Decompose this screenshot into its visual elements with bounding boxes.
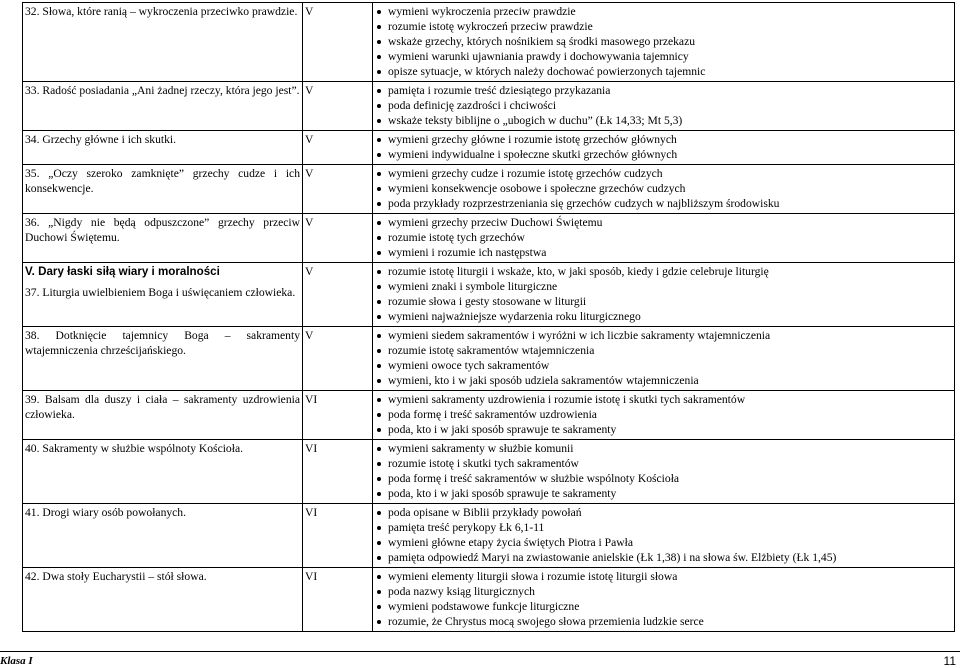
list-item: [375, 599, 952, 614]
bullet-icon: [375, 64, 385, 79]
requirements-cell: [373, 3, 955, 82]
table-row: [23, 391, 955, 440]
bullet-icon: [375, 599, 385, 614]
topic-title: 38. Dotknięcie tajemnicy Boga – sakramenty wtajemniczenia chrześcijańskiego.: [25, 329, 300, 357]
requirements-cell: [373, 391, 955, 440]
bullet-icon: [375, 98, 385, 113]
topic-cell: [23, 3, 303, 82]
list-item: [375, 550, 952, 565]
list-item: [375, 486, 952, 501]
topic-title: 34. Grzechy główne i ich skutki.: [25, 133, 177, 146]
footer-class-label: Klasa I: [0, 655, 33, 667]
list-item: [375, 569, 952, 584]
requirements-cell: [373, 440, 955, 504]
section-heading: V. Dary łaski siłą wiary i moralności: [25, 265, 220, 278]
list-item: [375, 614, 952, 629]
list-item-text: wymieni siedem sakramentów i wyróżni w ich liczbie sakramenty wtajemniczenia: [388, 329, 771, 342]
requirements-cell: [373, 131, 955, 165]
bullet-icon: [375, 181, 385, 196]
bullet-icon: [375, 584, 385, 599]
requirements-cell: [373, 504, 955, 568]
list-item-text: wskaże teksty biblijne o „ubogich w duchu” (Łk 14,33; Mt 5,3): [388, 114, 683, 127]
list-item-text: wymieni grzechy cudze i rozumie istotę grzechów cudzych: [388, 167, 663, 180]
bullet-icon: [375, 4, 385, 19]
bullet-icon: [375, 309, 385, 324]
list-item: [375, 181, 952, 196]
topic-title: 37. Liturgia uwielbieniem Boga i uświęcaniem człowieka.: [25, 286, 296, 299]
list-item: [375, 196, 952, 211]
list-item: [375, 34, 952, 49]
table-row: [23, 263, 955, 327]
list-item-text: rozumie, że Chrystus mocą swojego słowa przemienia ludzkie serce: [388, 615, 704, 628]
list-item-text: poda opisane w Biblii przykłady powołań: [388, 506, 582, 519]
class-level: V: [303, 131, 373, 165]
list-item: [375, 64, 952, 79]
topic-cell: [23, 327, 303, 391]
footer-divider: [0, 651, 960, 652]
topic-title: 35. „Oczy szeroko zamknięte” grzechy cudze i ich konsekwencje.: [25, 167, 300, 195]
list-item: [375, 520, 952, 535]
list-item-text: wymieni podstawowe funkcje liturgiczne: [388, 600, 580, 613]
table-row: [23, 440, 955, 504]
list-item-text: wymieni sakramenty w służbie komunii: [388, 442, 574, 455]
list-item-text: poda formę i treść sakramentów uzdrowienia: [388, 408, 597, 421]
list-item: [375, 113, 952, 128]
list-item: [375, 215, 952, 230]
list-item: [375, 83, 952, 98]
bullet-icon: [375, 294, 385, 309]
bullet-icon: [375, 535, 385, 550]
list-item-text: rozumie istotę sakramentów wtajemniczenia: [388, 344, 595, 357]
class-level: VI: [303, 504, 373, 568]
class-level: V: [303, 165, 373, 214]
class-level: V: [303, 214, 373, 263]
list-item: [375, 230, 952, 245]
list-item-text: rozumie istotę liturgii i wskaże, kto, w jaki sposób, kiedy i gdzie celebruje liturgię: [388, 265, 769, 278]
list-item-text: wskaże grzechy, których nośnikiem są środki masowego przekazu: [388, 35, 696, 48]
list-item-text: wymieni i rozumie ich następstwa: [388, 246, 547, 259]
topic-cell: [23, 391, 303, 440]
bullet-icon: [375, 441, 385, 456]
list-item-text: poda, kto i w jaki sposób sprawuje te sakramenty: [388, 423, 617, 436]
bullet-icon: [375, 147, 385, 162]
list-item: [375, 147, 952, 162]
table-row: [23, 327, 955, 391]
table-row: [23, 504, 955, 568]
list-item-text: wymieni owoce tych sakramentów: [388, 359, 550, 372]
bullet-icon: [375, 245, 385, 260]
table-row: [23, 568, 955, 632]
bullet-icon: [375, 132, 385, 147]
bullet-icon: [375, 471, 385, 486]
topic-title: 41. Drogi wiary osób powołanych.: [25, 506, 186, 519]
list-item: [375, 441, 952, 456]
list-item: [375, 132, 952, 147]
list-item-text: wymieni grzechy przeciw Duchowi Świętemu: [388, 216, 603, 229]
list-item: [375, 19, 952, 34]
list-item-text: wymieni indywidualne i społeczne skutki grzechów głównych: [388, 148, 678, 161]
class-level: VI: [303, 568, 373, 632]
requirements-cell: [373, 214, 955, 263]
class-level: V: [303, 3, 373, 82]
topic-cell: [23, 504, 303, 568]
list-item-text: poda przykłady rozprzestrzeniania się grzechów cudzych w najbliższym środowisku: [388, 197, 780, 210]
list-item-text: wymieni główne etapy życia świętych Piotra i Pawła: [388, 536, 634, 549]
topic-cell: [23, 263, 303, 327]
requirements-cell: [373, 165, 955, 214]
list-item: [375, 584, 952, 599]
list-item-text: rozumie słowa i gesty stosowane w liturgii: [388, 295, 587, 308]
list-item: [375, 422, 952, 437]
list-item: [375, 309, 952, 324]
bullet-icon: [375, 373, 385, 388]
list-item-text: wymieni, kto i w jaki sposób udziela sakramentów wtajemniczenia: [388, 374, 699, 387]
topic-cell: [23, 131, 303, 165]
topic-cell: [23, 165, 303, 214]
bullet-icon: [375, 328, 385, 343]
list-item-text: wymieni elementy liturgii słowa i rozumie istotę liturgii słowa: [388, 570, 678, 583]
list-item-text: pamięta i rozumie treść dziesiątego przykazania: [388, 84, 611, 97]
bullet-icon: [375, 166, 385, 181]
list-item: [375, 456, 952, 471]
topic-cell: [23, 568, 303, 632]
bullet-icon: [375, 569, 385, 584]
list-item-text: wymieni najważniejsze wydarzenia roku liturgicznego: [388, 310, 641, 323]
list-item-text: rozumie istotę wykroczeń przeciw prawdzie: [388, 20, 593, 33]
list-item-text: poda, kto i w jaki sposób sprawuje te sakramenty: [388, 487, 617, 500]
list-item-text: pamięta odpowiedź Maryi na zwiastowanie anielskie (Łk 1,38) i na słowa św. Elżbiety (Łk 1,45): [388, 551, 837, 564]
topic-title: 40. Sakramenty w służbie wspólnoty Kościoła.: [25, 442, 243, 455]
list-item: [375, 373, 952, 388]
list-item-text: wymieni grzechy główne i rozumie istotę grzechów głównych: [388, 133, 677, 146]
bullet-icon: [375, 486, 385, 501]
bullet-icon: [375, 505, 385, 520]
topic-title: 32. Słowa, które ranią – wykroczenia przeciwko prawdzie.: [25, 5, 298, 18]
bullet-icon: [375, 358, 385, 373]
list-item-text: poda nazwy ksiąg liturgicznych: [388, 585, 535, 598]
class-level: V: [303, 327, 373, 391]
list-item: [375, 471, 952, 486]
list-item-text: poda formę i treść sakramentów w służbie wspólnoty Kościoła: [388, 472, 680, 485]
bullet-icon: [375, 49, 385, 64]
bullet-icon: [375, 550, 385, 565]
list-item: [375, 166, 952, 181]
list-item-text: wymieni sakramenty uzdrowienia i rozumie istotę i skutki tych sakramentów: [388, 393, 746, 406]
list-item-text: wymieni wykroczenia przeciw prawdzie: [388, 5, 576, 18]
topic-title: 39. Balsam dla duszy i ciała – sakramenty uzdrowienia człowieka.: [25, 393, 300, 421]
requirements-cell: [373, 568, 955, 632]
bullet-icon: [375, 230, 385, 245]
class-level: VI: [303, 391, 373, 440]
curriculum-table: [22, 2, 955, 632]
table-row: [23, 165, 955, 214]
list-item: [375, 49, 952, 64]
list-item-text: wymieni znaki i symbole liturgiczne: [388, 280, 558, 293]
requirements-cell: [373, 82, 955, 131]
bullet-icon: [375, 343, 385, 358]
list-item-text: poda definicję zazdrości i chciwości: [388, 99, 557, 112]
list-item: [375, 505, 952, 520]
requirements-cell: [373, 327, 955, 391]
list-item: [375, 4, 952, 19]
table-row: [23, 131, 955, 165]
list-item: [375, 245, 952, 260]
class-level: VI: [303, 440, 373, 504]
curriculum-sheet: [22, 2, 954, 632]
bullet-icon: [375, 520, 385, 535]
topic-title: 33. Radość posiadania „Ani żadnej rzeczy, która jego jest”.: [25, 84, 300, 97]
table-row: [23, 3, 955, 82]
list-item: [375, 407, 952, 422]
topic-cell: [23, 440, 303, 504]
bullet-icon: [375, 456, 385, 471]
bullet-icon: [375, 422, 385, 437]
page-number: 11: [943, 654, 956, 668]
class-level: V: [303, 263, 373, 327]
bullet-icon: [375, 264, 385, 279]
list-item: [375, 358, 952, 373]
bullet-icon: [375, 19, 385, 34]
list-item: [375, 535, 952, 550]
list-item-text: pamięta treść perykopy Łk 6,1-11: [388, 521, 545, 534]
topic-title: 36. „Nigdy nie będą odpuszczone” grzechy przeciw Duchowi Świętemu.: [25, 216, 300, 244]
bullet-icon: [375, 196, 385, 211]
bullet-icon: [375, 215, 385, 230]
bullet-icon: [375, 614, 385, 629]
class-level: V: [303, 82, 373, 131]
list-item: [375, 328, 952, 343]
list-item: [375, 279, 952, 294]
requirements-cell: [373, 263, 955, 327]
list-item-text: rozumie istotę tych grzechów: [388, 231, 525, 244]
table-row: [23, 82, 955, 131]
list-item: [375, 343, 952, 358]
list-item-text: rozumie istotę i skutki tych sakramentów: [388, 457, 579, 470]
bullet-icon: [375, 83, 385, 98]
bullet-icon: [375, 392, 385, 407]
bullet-icon: [375, 34, 385, 49]
list-item: [375, 264, 952, 279]
list-item-text: wymieni konsekwencje osobowe i społeczne grzechów cudzych: [388, 182, 686, 195]
bullet-icon: [375, 113, 385, 128]
topic-cell: [23, 214, 303, 263]
list-item-text: wymieni warunki ujawniania prawdy i dochowywania tajemnicy: [388, 50, 689, 63]
topic-cell: [23, 82, 303, 131]
list-item-text: opisze sytuacje, w których należy dochować powierzonych tajemnic: [388, 65, 706, 78]
topic-title: 42. Dwa stoły Eucharystii – stół słowa.: [25, 570, 207, 583]
bullet-icon: [375, 407, 385, 422]
bullet-icon: [375, 279, 385, 294]
list-item: [375, 294, 952, 309]
table-row: [23, 214, 955, 263]
list-item: [375, 98, 952, 113]
list-item: [375, 392, 952, 407]
